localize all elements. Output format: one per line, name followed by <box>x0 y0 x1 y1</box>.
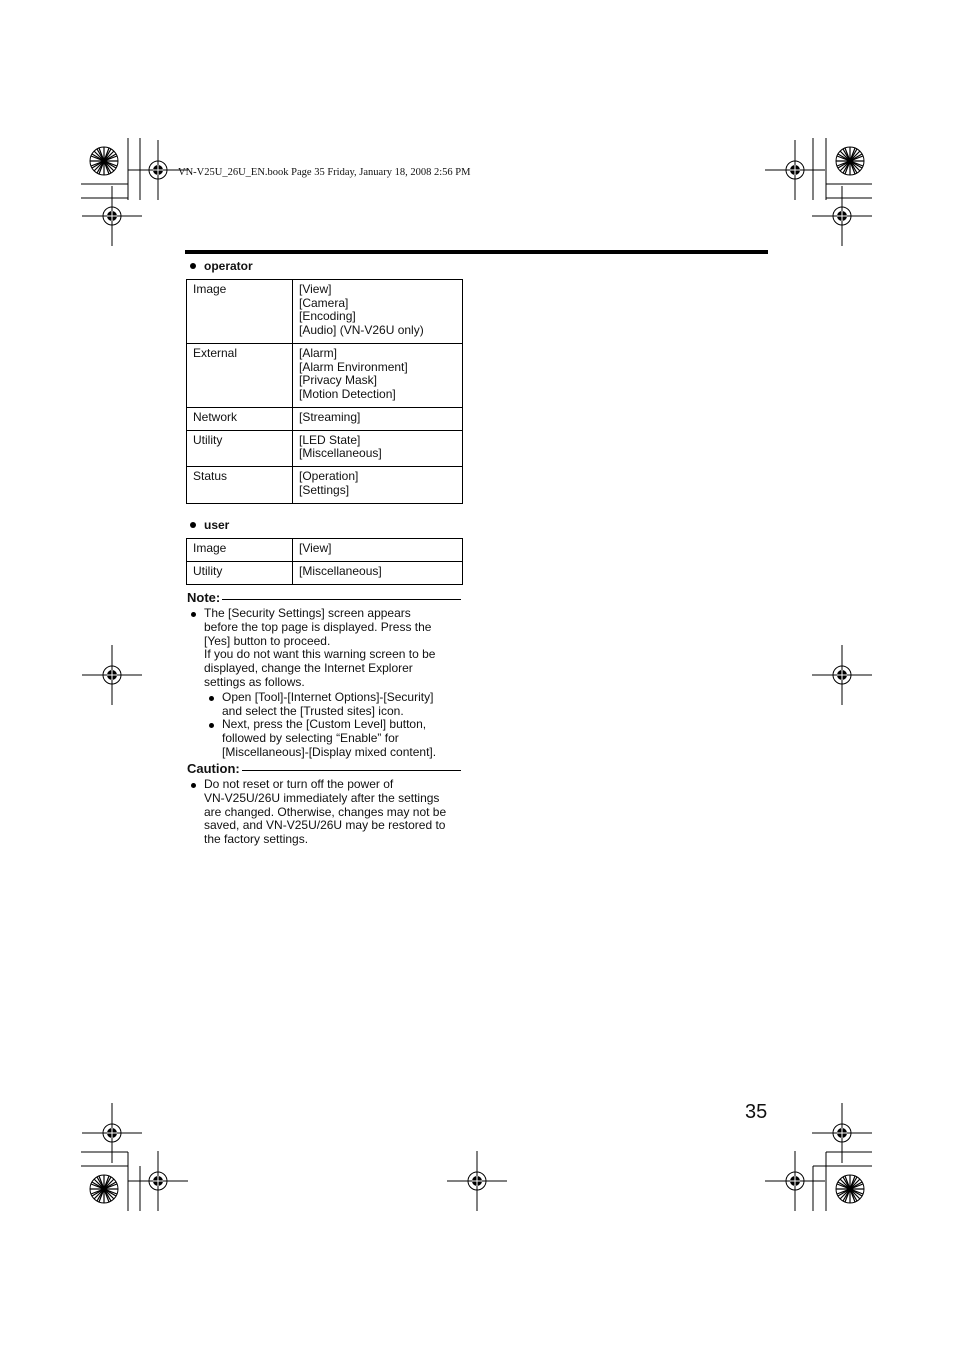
table-cell-category: Utility <box>187 430 293 466</box>
table-cell-category: Network <box>187 407 293 430</box>
caution-title <box>187 761 461 776</box>
user-permissions-table <box>186 538 463 585</box>
item-text: [Camera] <box>299 295 349 310</box>
caution-line: Do not reset or turn off the power of <box>204 777 394 791</box>
note-line: [Miscellaneous]-[Display mixed content]. <box>222 744 437 759</box>
caution-line: VN-V25U/26U immediately after the settings <box>204 790 440 805</box>
bullet-icon <box>191 783 196 788</box>
item-text: [Miscellaneous] <box>299 564 382 578</box>
table-row <box>187 430 463 466</box>
table-cell-items <box>293 466 463 503</box>
user-heading-label: user <box>204 518 230 532</box>
operator-heading-label: operator <box>204 259 253 273</box>
note-line: Open [Tool]-[Internet Options]-[Security] <box>222 690 434 704</box>
table-row <box>187 562 463 585</box>
note-title <box>187 590 461 605</box>
item-text: [LED State] <box>299 432 361 447</box>
table-cell-items <box>293 562 463 585</box>
bullet-icon <box>191 612 196 617</box>
note-line: followed by selecting “Enable” for <box>222 730 399 745</box>
note-sub-item-1 <box>222 691 433 719</box>
note-line: and select the [Trusted sites] icon. <box>222 703 404 718</box>
table-row <box>187 407 463 430</box>
note-body <box>204 607 435 690</box>
table-cell-items <box>293 344 463 408</box>
note-title-label: Note: <box>187 590 221 605</box>
item-text: [Operation] <box>299 468 359 483</box>
note-line: displayed, change the Internet Explorer <box>204 661 413 676</box>
caution-body <box>204 778 446 847</box>
operator-heading <box>190 259 253 273</box>
caution-line: saved, and VN-V25U/26U may be restored to <box>204 818 446 833</box>
item-text: [Alarm] <box>299 346 338 360</box>
caution-line: are changed. Otherwise, changes may not be <box>204 804 447 819</box>
item-text: [Miscellaneous] <box>299 446 382 461</box>
note-line: The [Security Settings] screen appears <box>204 606 411 620</box>
table-row <box>187 466 463 503</box>
table-cell-category: Utility <box>187 562 293 585</box>
item-text: [View] <box>299 282 332 296</box>
print-header-info: VN-V25U_26U_EN.book Page 35 Friday, January 18, 2008 2:56 PM <box>178 167 471 178</box>
table-cell-items <box>293 280 463 344</box>
section-top-rule <box>185 250 768 254</box>
page-number: 35 <box>745 1101 768 1123</box>
bullet-icon <box>209 696 214 701</box>
note-line: before the top page is displayed. Press the <box>204 619 432 634</box>
bullet-icon <box>190 263 196 269</box>
table-row <box>187 280 463 344</box>
item-text: [Audio] (VN-V26U only) <box>299 323 424 338</box>
divider <box>222 599 461 600</box>
table-cell-category: Image <box>187 280 293 344</box>
table-cell-items <box>293 539 463 562</box>
item-text: [Motion Detection] <box>299 387 396 402</box>
item-text: [Encoding] <box>299 309 356 324</box>
divider <box>242 770 461 771</box>
bullet-icon <box>190 522 196 528</box>
item-text: [Privacy Mask] <box>299 373 378 388</box>
bullet-icon <box>209 723 214 728</box>
table-row <box>187 539 463 562</box>
note-line: Next, press the [Custom Level] button, <box>222 717 427 731</box>
item-text: [Settings] <box>299 482 350 497</box>
caution-line: the factory settings. <box>204 832 309 847</box>
table-cell-category: Image <box>187 539 293 562</box>
table-cell-items <box>293 430 463 466</box>
item-text: [Alarm Environment] <box>299 359 408 374</box>
item-text: [Streaming] <box>299 409 361 424</box>
note-line: settings as follows. <box>204 674 305 689</box>
note-line: If you do not want this warning screen to be <box>204 647 436 662</box>
note-line: [Yes] button to proceed. <box>204 633 331 648</box>
table-row <box>187 344 463 408</box>
note-sub-item-2 <box>222 718 436 759</box>
table-cell-items <box>293 407 463 430</box>
table-cell-category: Status <box>187 466 293 503</box>
table-cell-category: External <box>187 344 293 408</box>
operator-permissions-table <box>186 279 463 504</box>
caution-title-label: Caution: <box>187 761 240 776</box>
item-text: [View] <box>299 541 332 555</box>
user-heading <box>190 518 229 532</box>
